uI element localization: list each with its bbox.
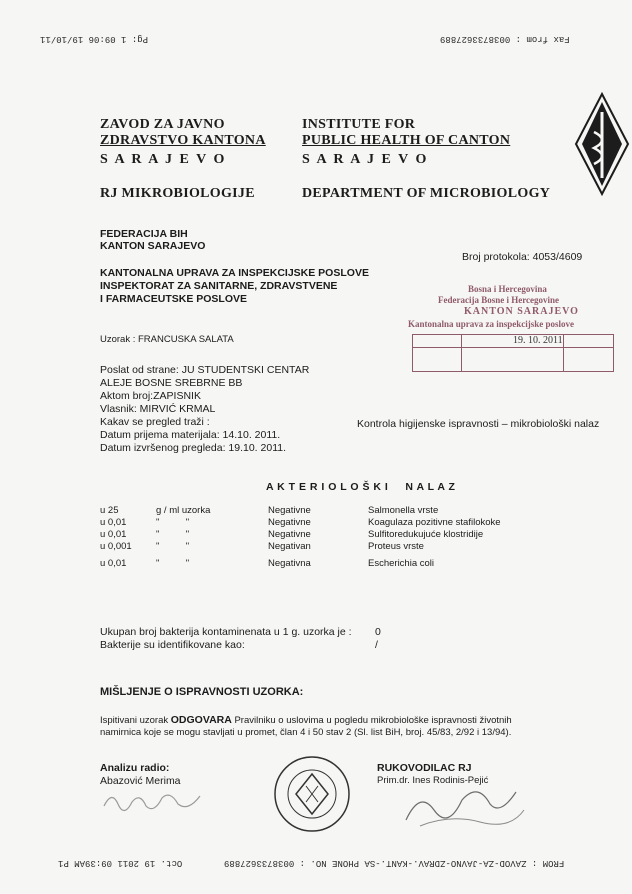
analyst-signature [100, 784, 210, 818]
owner: Vlasnik: MIRVIĆ KRMAL [100, 403, 216, 415]
row-organism: Koagulaza pozitivne stafilokoke [368, 517, 501, 528]
row-result: Negativna [268, 558, 311, 569]
identified-value: / [375, 639, 378, 651]
total-bacteria-value: 0 [375, 626, 381, 638]
sender-address: ALEJE BOSNE SREBRNE BB [100, 377, 243, 389]
institute-logo [574, 92, 630, 196]
protocol-number: Broj protokola: 4053/4609 [462, 251, 583, 263]
row-qty: u 0,001 [100, 541, 132, 552]
opinion-line2: namirnica koje se mogu stavljati u promet, član 4 i 50 stav 2 (Sl. list BiH, broj. 45/83, 2/92 i 13/94). [100, 727, 512, 738]
head-label: RUKOVODILAC RJ [377, 762, 472, 774]
sample-name: Uzorak : FRANCUSKA SALATA [100, 334, 234, 345]
row-result: Negativan [268, 541, 311, 552]
fax-footer-left: Oct. 19 2011 09:39AM P1 [58, 858, 183, 868]
sent-by: Poslat od strane: JU STUDENTSKI CENTAR [100, 364, 310, 376]
results-title: A K T E R I O L O Š K I N A L A Z [266, 481, 456, 493]
head-signature [400, 770, 530, 830]
inspectorate-line1: KANTONALNA UPRAVA ZA INSPEKCIJSKE POSLOVE [100, 267, 369, 279]
fax-footer-right: FROM : ZAVOD-ZA-JAVNO-ZDRAV.-KANT.-SA PHONE NO. : 0038733627889 [224, 858, 565, 868]
row-qty: u 0,01 [100, 517, 127, 528]
row-unit: " " [156, 517, 190, 528]
header-left-dept: RJ MIKROBIOLOGIJE [100, 186, 255, 201]
header-left-city: S A R A J E V O [100, 152, 227, 167]
header-left-line1: ZAVOD ZA JAVNO [100, 117, 225, 132]
received-stamp [400, 284, 622, 376]
stamp-box [412, 334, 614, 372]
stamp-date: 19. 10. 2011 [513, 335, 563, 346]
fax-header-left: Pg: 1 09:06 19/10/11 [40, 34, 149, 44]
exam-type-label: Kakav se pregled traži : [100, 416, 210, 428]
table-row [0, 558, 632, 572]
row-organism: Salmonella vrste [368, 505, 439, 516]
header-right-city: S A R A J E V O [302, 152, 429, 167]
row-result: Negativne [268, 505, 311, 516]
official-seal [272, 754, 352, 834]
row-unit: " " [156, 529, 190, 540]
header-left-line2: ZDRAVSTVO KANTONA [100, 133, 266, 148]
opinion-title: MIŠLJENJE O ISPRAVNOSTI UZORKA: [100, 686, 304, 698]
row-unit: g / ml uzorka [156, 505, 211, 516]
date-examined: Datum izvršenog pregleda: 19.10. 2011. [100, 442, 287, 454]
inspectorate-line2: INSPEKTORAT ZA SANITARNE, ZDRAVSTVENE [100, 280, 338, 292]
row-qty: u 0,01 [100, 558, 127, 569]
head-name: Prim.dr. Ines Rodinis-Pejić [377, 775, 489, 786]
header-right-dept: DEPARTMENT OF MICROBIOLOGY [302, 186, 551, 201]
row-qty: u 25 [100, 505, 119, 516]
row-result: Negativne [268, 517, 311, 528]
row-organism: Sulfitoredukujuće klostridije [368, 529, 484, 540]
row-organism: Proteus vrste [368, 541, 424, 552]
fax-header-right: Fax from : 0038733627889 [440, 34, 570, 44]
stamp-line1: Bosna i Hercegovina [468, 284, 547, 294]
stamp-line2: Federacija Bosne i Hercegovine [438, 295, 560, 305]
header-right-line1: INSTITUTE FOR [302, 117, 416, 132]
opinion-verdict: ODGOVARA [170, 714, 232, 726]
row-organism: Escherichia coli [368, 558, 434, 569]
inspectorate-line3: I FARMACEUTSKE POSLOVE [100, 293, 248, 305]
act-number: Aktom broj:ZAPISNIK [100, 390, 201, 402]
row-unit: " " [156, 541, 190, 552]
opinion-pre: Ispitivani uzorak [100, 715, 169, 726]
row-unit: " " [156, 558, 190, 569]
opinion-line1 [100, 714, 512, 726]
stamp-line4: Kantonalna uprava za inspekcijske poslove [408, 319, 575, 329]
identified-label: Bakterije su identifikovane kao: [100, 639, 245, 651]
stamp-line3: KANTON SARAJEVO [464, 306, 579, 317]
row-qty: u 0,01 [100, 529, 127, 540]
analyst-name: Abazović Merima [100, 775, 181, 787]
date-received: Datum prijema materijala: 14.10. 2011. [100, 429, 281, 441]
total-bacteria-label: Ukupan broj bakterija kontaminenata u 1 g. uzorka je : [100, 626, 352, 638]
opinion-post: Pravilniku o uslovima u pogledu mikrobiološke ispravnosti životnih [234, 715, 512, 726]
address-line2: KANTON SARAJEVO [100, 240, 206, 252]
row-result: Negativne [268, 529, 311, 540]
header-right-line2: PUBLIC HEALTH OF CANTON [302, 133, 511, 148]
analyzed-by-label: Analizu radio: [100, 762, 170, 774]
table-row [0, 541, 632, 555]
exam-type-value: Kontrola higijenske ispravnosti – mikrobiološki nalaz [357, 418, 600, 430]
address-line1: FEDERACIJA BIH [100, 228, 188, 240]
